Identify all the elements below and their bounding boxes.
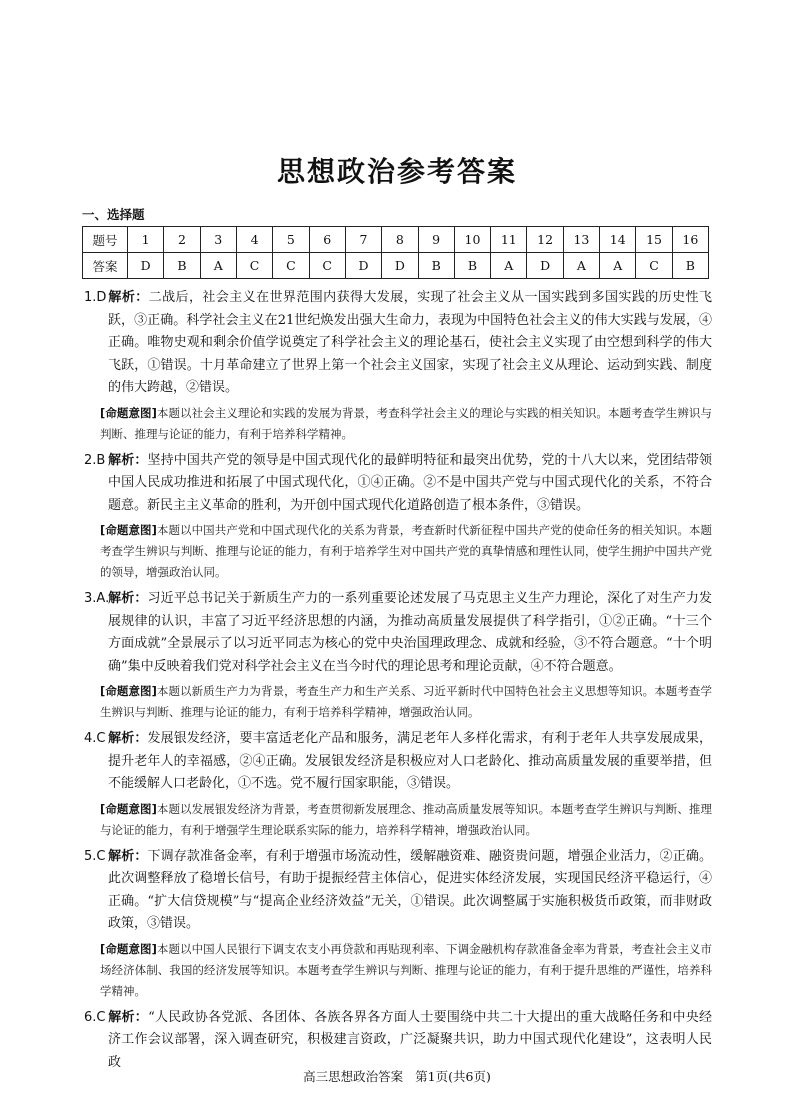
answer-table-number-header: 题号 bbox=[83, 227, 128, 253]
analysis-label: 解析： bbox=[108, 452, 148, 468]
intent-label: [命题意图] bbox=[100, 684, 157, 698]
analysis-label: 解析： bbox=[108, 290, 149, 305]
answer-letter-cell: B bbox=[454, 253, 490, 279]
intent-note bbox=[100, 403, 712, 445]
question-number-cell: 7 bbox=[345, 227, 381, 253]
analysis-text: “人民政协各党派、各团体、各族各界各方面人士要围绕中共二十大提出的重大战略任务和中央经济工作会议部署，深入调查研究，积极建言资政，广泛凝聚共识，助力中国式现代化建设”，这表明人民政 bbox=[108, 1009, 712, 1070]
question-number-cell: 11 bbox=[491, 227, 527, 253]
answer-letter-cell: D bbox=[345, 253, 381, 279]
answer-number: 5.C bbox=[84, 848, 106, 864]
question-number-cell: 15 bbox=[636, 227, 672, 253]
answer-letter-cell: D bbox=[128, 253, 164, 279]
answer-letter-cell: C bbox=[236, 253, 272, 279]
question-number-cell: 5 bbox=[273, 227, 309, 253]
analysis-label: 解析： bbox=[108, 848, 148, 864]
answer-table bbox=[82, 226, 709, 279]
answer-number: 1.D bbox=[84, 290, 107, 305]
answer-number: 2.B bbox=[84, 452, 106, 468]
answer-item bbox=[84, 287, 712, 400]
footer-document-name: 高三思想政治答案 bbox=[303, 1069, 404, 1084]
answer-number: 6.C bbox=[84, 1009, 106, 1025]
question-number-cell: 10 bbox=[454, 227, 490, 253]
answer-number: 4.C bbox=[84, 731, 106, 746]
answer-letter-cell: B bbox=[418, 253, 454, 279]
footer-page-number: 第1页(共6页) bbox=[415, 1069, 491, 1084]
question-number-cell: 16 bbox=[672, 227, 708, 253]
answer-explanations bbox=[84, 287, 712, 1077]
question-number-cell: 9 bbox=[418, 227, 454, 253]
question-number-cell: 12 bbox=[527, 227, 563, 253]
page-footer bbox=[0, 1067, 794, 1085]
answer-letter-cell: C bbox=[636, 253, 672, 279]
answer-letter-cell: B bbox=[672, 253, 708, 279]
answer-item bbox=[84, 728, 712, 796]
answer-letter-cell: C bbox=[309, 253, 345, 279]
intent-text: 本题以发展银发经济为背景，考查贯彻新发展理念、推动高质量发展等知识。本题考查学生辨识与判断、推理与论证的能力，有利于增强学生理论联系实际的能力，培养科学精神，增强政治认同。 bbox=[100, 801, 712, 837]
analysis-text: 二战后，社会主义在世界范围内获得大发展，实现了社会主义从一国实践到多国实践的历史性飞跃，③正确。科学社会主义在21世纪焕发出强大生命力，表现为中国特色社会主义的伟大实践与发展，④正确。唯物史观和剩余价值学说奠定了科学社会主义的理论基石，使社会主义实现了由空想到科学的伟大飞跃，①错误。十月革命建立了世界上第一个社会主义国家，实现了社会主义从理论、运动到实践、制度的伟大跨越，②错误。 bbox=[108, 290, 712, 395]
intent-label: [命题意图] bbox=[100, 405, 157, 420]
analysis-label: 解析： bbox=[108, 731, 148, 746]
answer-letter-cell: A bbox=[563, 253, 599, 279]
question-number-cell: 6 bbox=[309, 227, 345, 253]
intent-text: 本题以中国共产党和中国式现代化的关系为背景，考查新时代新征程中国共产党的使命任务的相关知识。本题考查学生辨识与判断、推理与论证的能力，有利于培养学生对中国共产党的真挚情感和理性认同，使学生拥护中国共产党的领导，增强政治认同。 bbox=[100, 523, 712, 579]
analysis-text: 下调存款准备金率，有利于增强市场流动性，缓解融资难、融资贵问题，增强企业活力，②正确。此次调整释放了稳增长信号，有助于提振经营主体信心，促进实体经济发展，实现国民经济平稳运行，④正确。“扩大信贷规模”与“提高企业经济效益”无关，①错误。此次调整属于实施积极货币政策，而非财政政策，③错误。 bbox=[108, 848, 712, 931]
analysis-text: 习近平总书记关于新质生产力的一系列重要论述发展了马克思主义生产力理论，深化了对生产力发展规律的认识，丰富了习近平经济思想的内涵，为推动高质量发展提供了科学指引，①②正确。“十三个方面成就”全景展示了以习近平同志为核心的党中央治国理政理念、成就和经验，③不符合题意。“十个明确”集中反映着我们党对科学社会主义在当今时代的理论思考和理论贡献，④不符合题意。 bbox=[108, 591, 712, 674]
question-number-cell: 1 bbox=[128, 227, 164, 253]
question-number-cell: 4 bbox=[236, 227, 272, 253]
intent-text: 本题以新质生产力为背景，考查生产力和生产关系、习近平新时代中国特色社会主义思想等知识。本题考查学生辨识与判断、推理与论证的能力，有利于培养科学精神，增强政治认同。 bbox=[100, 684, 712, 719]
answer-table-number-row bbox=[83, 227, 709, 253]
answer-letter-cell: D bbox=[527, 253, 563, 279]
question-number-cell: 2 bbox=[164, 227, 200, 253]
question-number-cell: 8 bbox=[382, 227, 418, 253]
answer-table-answer-row bbox=[83, 253, 709, 279]
intent-note bbox=[100, 520, 712, 583]
answer-letter-cell: A bbox=[200, 253, 236, 279]
answer-letter-cell: D bbox=[382, 253, 418, 279]
answer-letter-cell: C bbox=[273, 253, 309, 279]
answer-table-answer-header: 答案 bbox=[83, 253, 128, 279]
answer-letter-cell: A bbox=[600, 253, 636, 279]
page-title: 思想政治参考答案 bbox=[276, 155, 517, 188]
intent-text: 本题以中国人民银行下调支农支小再贷款和再贴现利率、下调金融机构存款准备金率为背景，考查社会主义市场经济体制、我国的经济发展等知识。本题考查学生辨识与判断、推理与论证的能力，有利于提升思维的严谨性，培养科学精神。 bbox=[100, 941, 712, 998]
answer-item bbox=[84, 450, 712, 518]
intent-label: [命题意图] bbox=[100, 801, 157, 816]
intent-note bbox=[100, 939, 712, 1002]
question-number-cell: 14 bbox=[600, 227, 636, 253]
question-number-cell: 3 bbox=[200, 227, 236, 253]
answer-letter-cell: A bbox=[491, 253, 527, 279]
answer-item bbox=[84, 588, 712, 678]
intent-note bbox=[100, 681, 712, 723]
analysis-label: 解析： bbox=[108, 591, 148, 606]
intent-label: [命题意图] bbox=[100, 941, 157, 956]
section-heading: 一、选择题 bbox=[82, 207, 145, 222]
intent-text: 本题以社会主义理论和实践的发展为背景，考查科学社会主义的理论与实践的相关知识。本题考查学生辨识与判断、推理与论证的能力，有利于培养科学精神。 bbox=[100, 405, 712, 441]
intent-note bbox=[100, 799, 712, 841]
analysis-label: 解析： bbox=[108, 1009, 149, 1025]
question-number-cell: 13 bbox=[563, 227, 599, 253]
analysis-text: 发展银发经济，要丰富适老化产品和服务，满足老年人多样化需求，有利于老年人共享发展成果，提升老年人的幸福感，②④正确。发展银发经济是积极应对人口老龄化、推动高质量发展的重要举措，但不能缓解人口老龄化，①不选。党不履行国家职能，③错误。 bbox=[108, 731, 712, 791]
answer-letter-cell: B bbox=[164, 253, 200, 279]
answer-number: 3.A. bbox=[84, 591, 110, 606]
answer-item bbox=[84, 1007, 712, 1075]
intent-label: [命题意图] bbox=[100, 523, 157, 537]
answer-item bbox=[84, 846, 712, 936]
analysis-text: 坚持中国共产党的领导是中国式现代化的最鲜明特征和最突出优势，党的十八大以来，党团结带领中国人民成功推进和拓展了中国式现代化，①④正确。②不是中国共产党与中国式现代化的关系，不符合题意。新民主主义革命的胜利，为开创中国式现代化道路创造了根本条件，③错误。 bbox=[108, 452, 712, 513]
